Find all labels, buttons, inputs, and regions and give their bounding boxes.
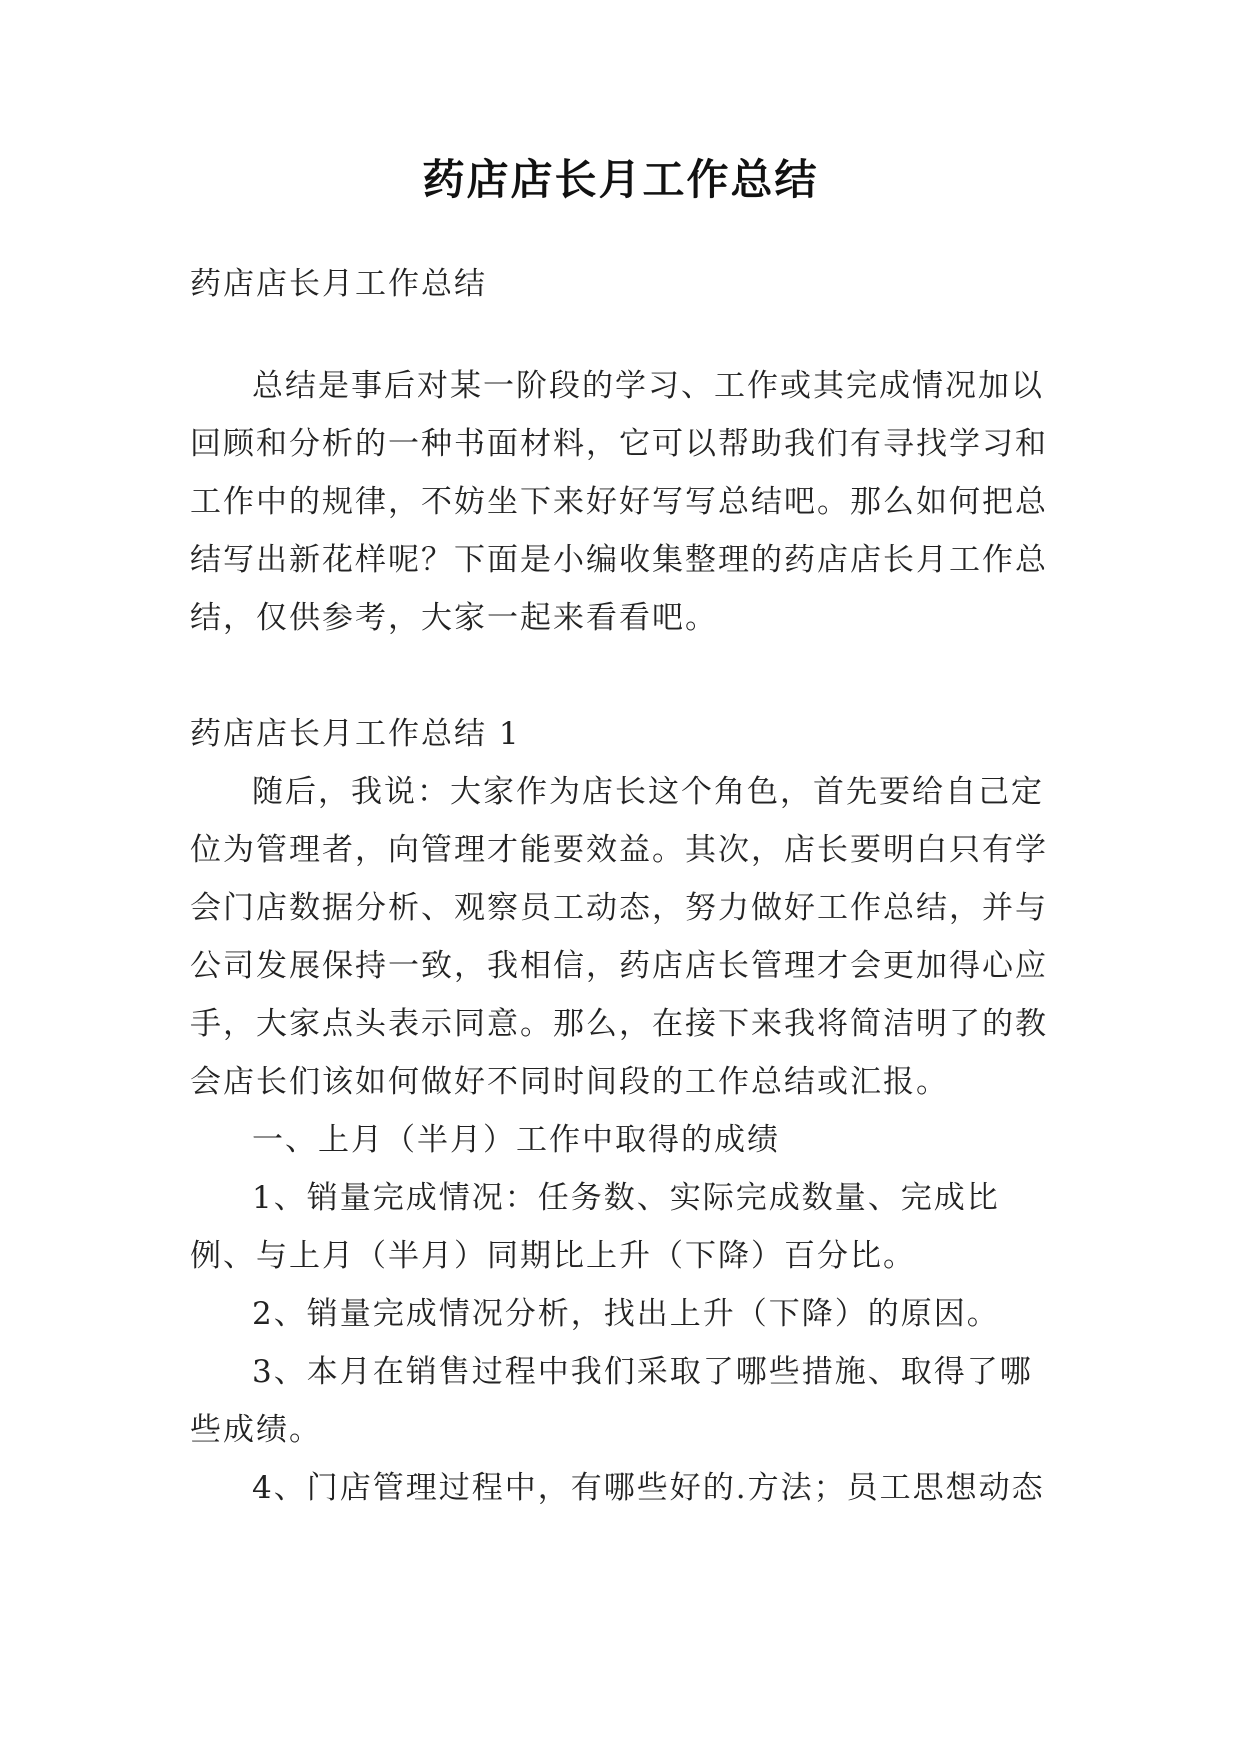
intro-paragraph: 总结是事后对某一阶段的学习、工作或其完成情况加以回顾和分析的一种书面材料，它可以帮助我们有寻找学习和工作中的规律，不妨坐下来好好写写总结吧。那么如何把总结写出新花样呢？下面是小编收集整理的药店店长月工作总结，仅供参考，大家一起来看看吧。: [190, 368, 1048, 636]
body-paragraph: 4、门店管理过程中，有哪些好的.方法；员工思想动态: [252, 1470, 1045, 1506]
document-subtitle-block: [190, 255, 1060, 313]
section-block: [190, 705, 1060, 1517]
document-title: 药店店长月工作总结: [422, 155, 819, 204]
document-subtitle: 药店店长月工作总结: [190, 266, 487, 302]
intro-block: [190, 357, 1060, 647]
body-paragraph: 2、销量完成情况分析，找出上升（下降）的原因。: [252, 1296, 1000, 1332]
body-paragraph: 3、本月在销售过程中我们采取了哪些措施、取得了哪些成绩。: [190, 1354, 1033, 1448]
section-heading: 药店店长月工作总结 1: [190, 716, 521, 752]
body-paragraph: 随后，我说：大家作为店长这个角色，首先要给自己定位为管理者，向管理才能要效益。其次，店长要明白只有学会门店数据分析、观察员工动态，努力做好工作总结，并与公司发展保持一致，我相信，药店店长管理才会更加得心应手，大家点头表示同意。那么，在接下来我将简洁明了的教会店长们该如何做好不同时间段的工作总结或汇报。: [190, 774, 1048, 1100]
body-paragraph: 1、销量完成情况：任务数、实际完成数量、完成比例、与上月（半月）同期比上升（下降）百分比。: [190, 1180, 1000, 1274]
body-paragraph: 一、上月（半月）工作中取得的成绩: [252, 1122, 780, 1158]
